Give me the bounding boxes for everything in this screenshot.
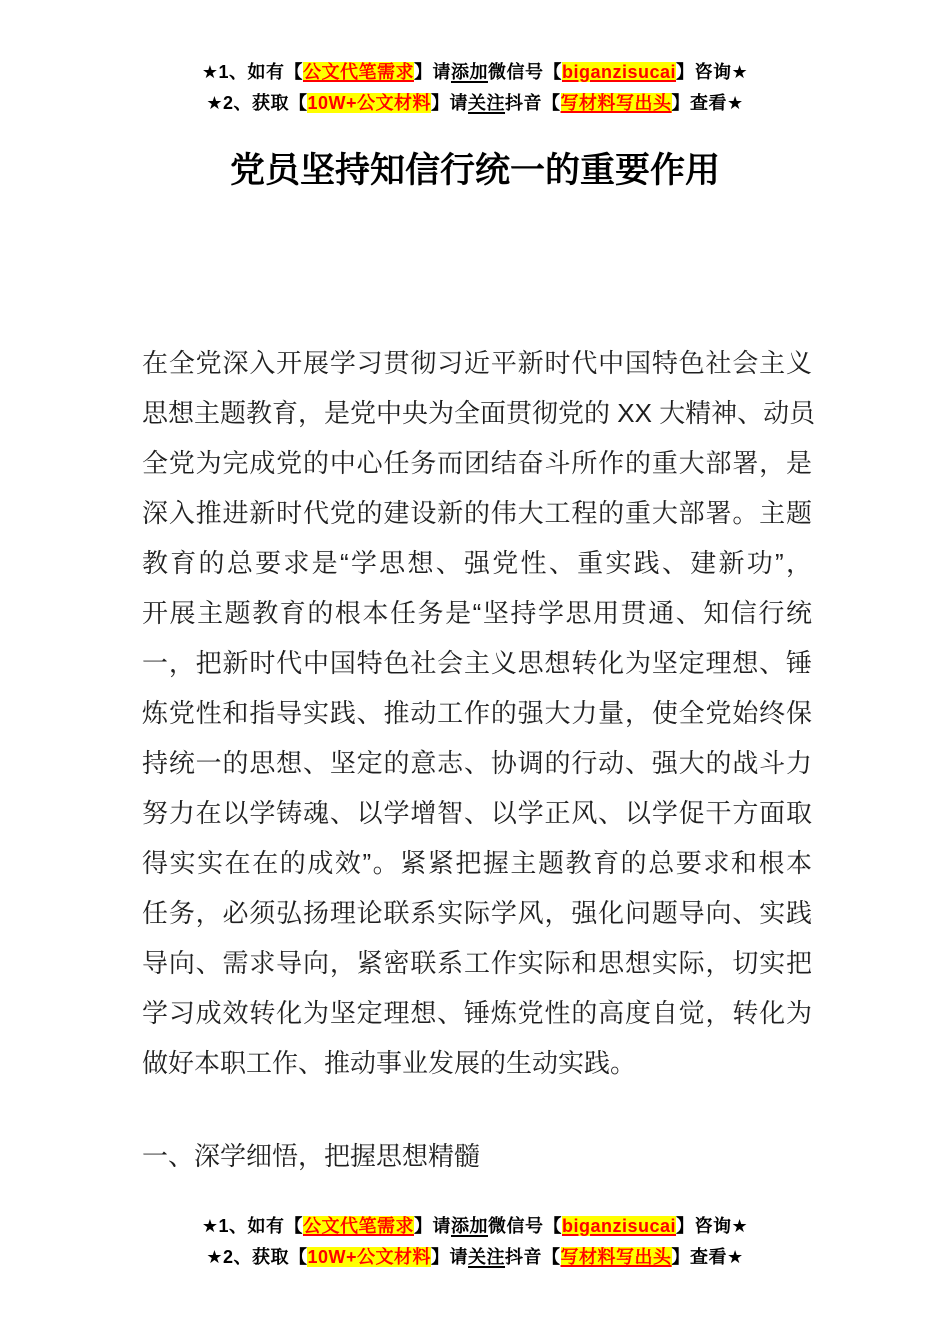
body-line: 持统一的思想、坚定的意志、协调的行动、强大的战斗力 (142, 748, 812, 778)
promo-highlight-wechat-id: biganzisucai (561, 62, 677, 82)
footer-promo-line-1 (0, 1211, 950, 1242)
header-promo-line-1 (0, 57, 950, 88)
body-line: 在全党深入开展学习贯彻习近平新时代中国特色社会主义 (142, 348, 812, 378)
promo-text: 】咨询★ (676, 62, 749, 82)
promo-text: 】请 (413, 62, 451, 82)
body-line: 导向、需求导向，紧密联系工作实际和思想实际，切实把 (142, 948, 812, 978)
promo-text: ★1、如有【 (201, 1216, 303, 1236)
promo-underline-follow: 关注 (468, 1247, 506, 1267)
header-promo (0, 57, 950, 119)
promo-text: ★2、获取【 (206, 1247, 308, 1267)
promo-text: 微信号 (487, 62, 544, 82)
section-heading: 一、深学细悟，把握思想精髓 (142, 1141, 481, 1171)
promo-highlight-wechat-id: biganzisucai (561, 1216, 677, 1236)
body-line: 一，把新时代中国特色社会主义思想转化为坚定理想、锤 (142, 648, 812, 678)
promo-text: 】咨询★ (676, 1216, 749, 1236)
promo-text: ★1、如有【 (201, 62, 303, 82)
promo-highlight-writing-need: 公文代笔需求 (302, 62, 414, 82)
body-line: 学习成效转化为坚定理想、锤炼党性的高度自觉，转化为 (142, 998, 812, 1028)
promo-text: 【 (542, 93, 561, 113)
promo-text: 【 (543, 1216, 562, 1236)
promo-highlight-materials: 10W+公文材料 (307, 1247, 432, 1267)
promo-highlight-douyin-name: 写材料写出头 (560, 93, 672, 113)
body-line: 努力在以学铸魂、以学增智、以学正风、以学促干方面取 (142, 798, 812, 828)
header-promo-line-2 (0, 88, 950, 119)
promo-highlight-writing-need: 公文代笔需求 (302, 1216, 414, 1236)
promo-text: 抖音 (505, 1247, 543, 1267)
body-line: 思想主题教育，是党中央为全面贯彻党的 XX 大精神、动员 (142, 398, 816, 428)
promo-text: 】查看★ (671, 1247, 744, 1267)
body-line: 开展主题教育的根本任务是“坚持学思用贯通、知信行统 (142, 598, 812, 628)
body-line: 深入推进新时代党的建设新的伟大工程的重大部署。主题 (142, 498, 812, 528)
body-paragraph (142, 338, 816, 1088)
promo-text: 抖音 (505, 93, 543, 113)
promo-text: 【 (542, 1247, 561, 1267)
promo-text: 】请 (413, 1216, 451, 1236)
footer-promo-line-2 (0, 1242, 950, 1273)
body-line: 全党为完成党的中心任务而团结奋斗所作的重大部署，是 (142, 448, 812, 478)
document-title: 党员坚持知信行统一的重要作用 (229, 151, 720, 190)
promo-text: 】请 (431, 93, 469, 113)
promo-underline-follow: 关注 (468, 93, 506, 113)
promo-underline-add: 添加 (450, 62, 488, 82)
promo-text: 】查看★ (671, 93, 744, 113)
body-line: 教育的总要求是“学思想、强党性、重实践、建新功”， (142, 548, 812, 578)
promo-highlight-materials: 10W+公文材料 (307, 93, 432, 113)
promo-text: 【 (543, 62, 562, 82)
body-line: 任务，必须弘扬理论联系实际学风，强化问题导向、实践 (142, 898, 812, 928)
footer-promo (0, 1211, 950, 1273)
body-line: 炼党性和指导实践、推动工作的强大力量，使全党始终保 (142, 698, 812, 728)
body-line: 做好本职工作、推动事业发展的生动实践。 (142, 1048, 637, 1078)
promo-text: 】请 (431, 1247, 469, 1267)
promo-highlight-douyin-name: 写材料写出头 (560, 1247, 672, 1267)
promo-underline-add: 添加 (450, 1216, 488, 1236)
promo-text: 微信号 (487, 1216, 544, 1236)
body-line: 得实实在在的成效”。紧紧把握主题教育的总要求和根本 (142, 848, 812, 878)
promo-text: ★2、获取【 (206, 93, 308, 113)
